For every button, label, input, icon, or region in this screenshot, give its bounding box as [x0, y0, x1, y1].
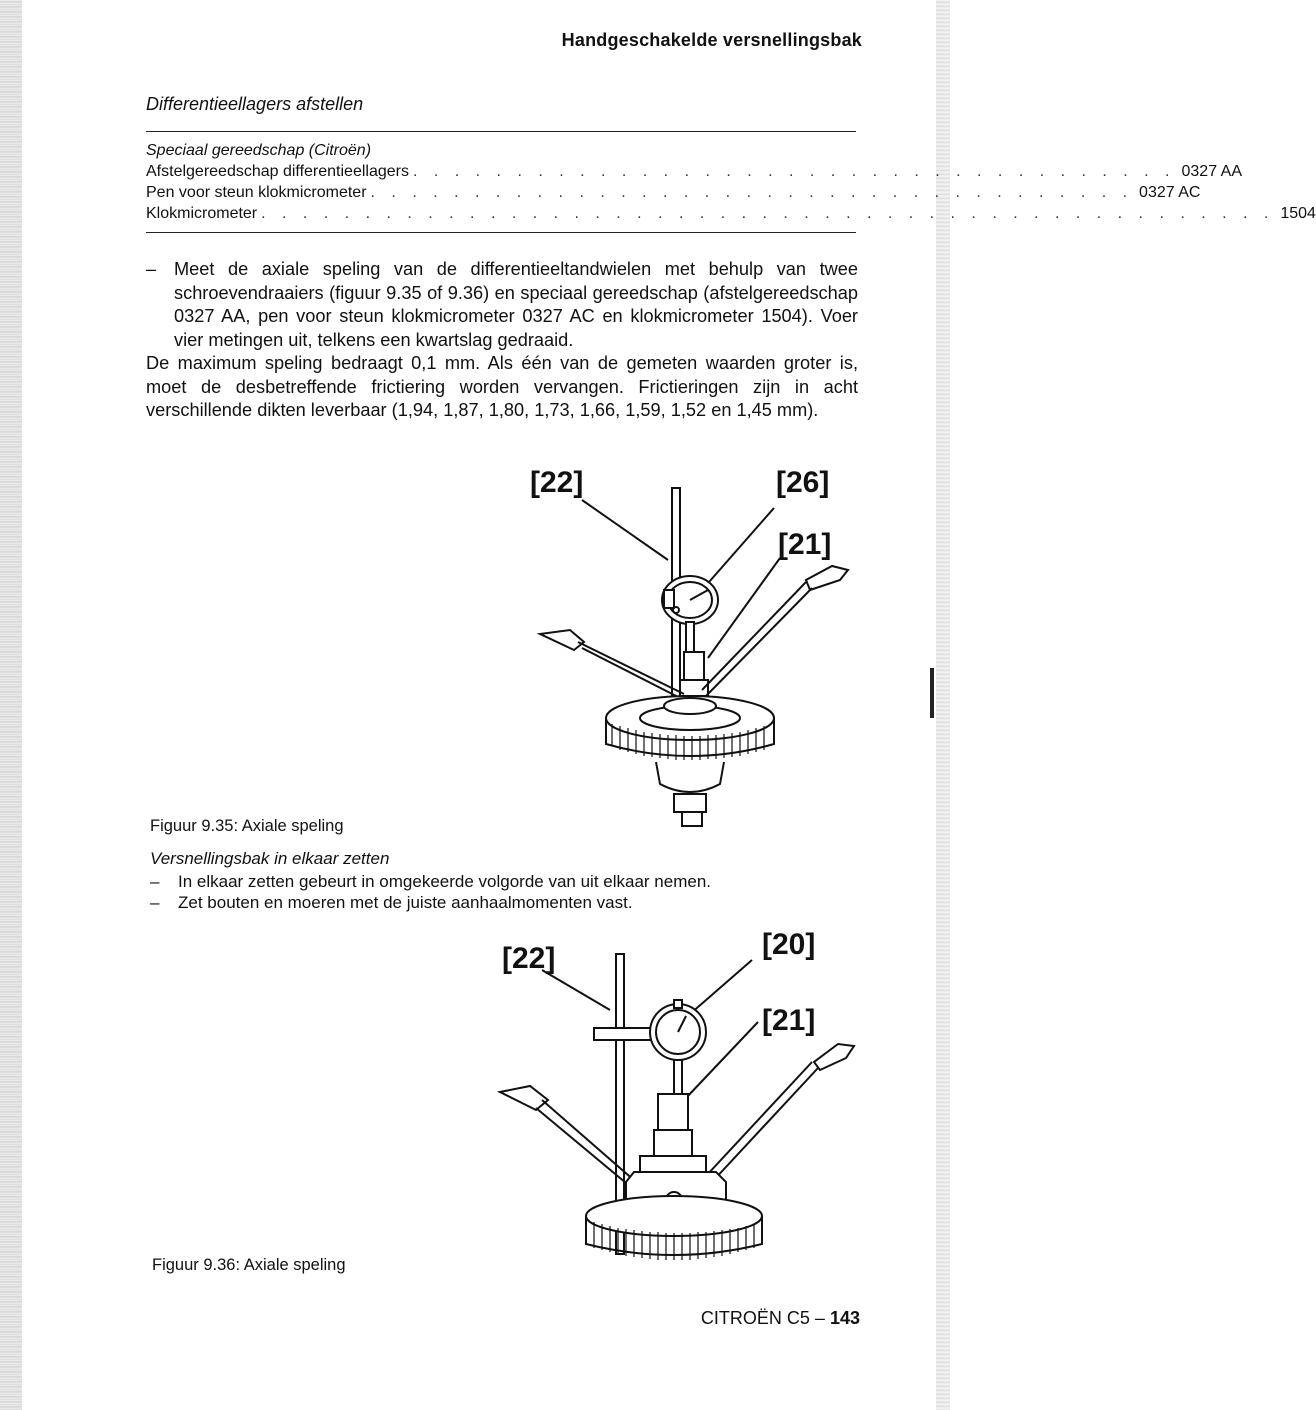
tool-name: Pen voor steun klokmicrometer: [146, 184, 367, 201]
tool-code: 0327 AA: [1181, 163, 1242, 180]
instruction-block: [146, 258, 858, 423]
figure-label: [22]: [502, 942, 556, 975]
assembly-step: [150, 871, 711, 892]
step-dash: –: [150, 872, 160, 891]
tool-code: 1504: [1280, 205, 1316, 222]
figure-label: [22]: [530, 466, 584, 499]
table-bottom-rule: [146, 232, 856, 233]
dial-gauge-icon: [650, 1000, 706, 1094]
figure-caption: Figuur 9.35: Axiale speling: [150, 817, 344, 835]
figure-label: [21]: [762, 1004, 816, 1037]
bullet-text: Meet de axiale speling van de differentieeltandwielen met behulp van twee schroevendraaiers (figuur 9.35 of 9.36) en speciaal gereedschap (afstelgereedschap 0327 AA, pen voor steun klokmicrometer 0327 AC en klokmicrometer 1504). Voer vier metingen uit, telkens een kwartslag gedraaid.: [174, 259, 858, 350]
tool-row: [146, 203, 1316, 224]
assembly-steps: [150, 871, 711, 913]
tools-table: [146, 140, 1316, 224]
page-number: 143: [829, 1308, 860, 1328]
running-header: Handgeschakelde versnellingsbak: [561, 30, 862, 50]
figure-label: [21]: [778, 528, 832, 561]
figure-label: [20]: [762, 928, 816, 961]
footer-model: CITROËN C5 –: [700, 1308, 830, 1328]
leader-line: [702, 508, 774, 590]
leader-dots: . . . . . . . . . . . . . . . . . . . . . . . . . . . . . . . . . . . . . . . . . . . . . . . . .: [261, 205, 1275, 222]
tool-code: 0327 AC: [1139, 184, 1201, 201]
figure-9-35: [500, 462, 870, 832]
adjusting-tool: [684, 652, 704, 682]
tool-name: Klokmicrometer: [146, 205, 258, 222]
tool-name: Afstelgereedschap differentieellagers: [146, 163, 409, 180]
step-text: In elkaar zetten gebeurt in omgekeerde volgorde van uit elkaar nemen.: [178, 872, 711, 891]
bullet-dash: –: [146, 259, 157, 279]
assembly-step: [150, 892, 711, 913]
tools-subheading: Speciaal gereedschap (Citroën): [146, 142, 372, 159]
leader-line: [690, 960, 752, 1014]
adjusting-tool: [658, 1094, 688, 1134]
tool-row: [146, 182, 1201, 203]
figure-label: [26]: [776, 466, 830, 499]
differential-gear-icon: [586, 1196, 762, 1260]
page-edge-mark: [930, 668, 934, 718]
dial-gauge-icon: [662, 576, 718, 652]
leader-dots: . . . . . . . . . . . . . . . . . . . . . . . . . . . . . . . . . . . . .: [370, 184, 1134, 201]
instruction-bullet: [146, 258, 858, 352]
page-footer: [701, 1308, 860, 1329]
step-dash: –: [150, 893, 160, 912]
figure-9-36: [490, 920, 870, 1280]
differential-gear-icon: [606, 696, 774, 826]
leader-dots: . . . . . . . . . . . . . . . . . . . . . . . . . . . . . . . . . . . . .: [412, 163, 1176, 180]
screwdriver-right-icon: [702, 566, 848, 696]
leader-line: [582, 500, 668, 560]
leader-line: [708, 558, 780, 658]
table-top-rule: [146, 131, 856, 132]
assembly-subheading: Versnellingsbak in elkaar zetten: [150, 849, 390, 868]
tool-row: [146, 161, 1242, 182]
screwdriver-right-icon: [706, 1044, 854, 1182]
step-text: Zet bouten en moeren met de juiste aanhaalmomenten vast.: [178, 893, 633, 912]
section-heading: Differentieellagers afstellen: [146, 94, 364, 114]
screwdriver-left-icon: [540, 630, 684, 700]
figure-caption: Figuur 9.36: Axiale speling: [152, 1256, 346, 1274]
page-edge-left: [0, 0, 22, 1410]
leader-line: [542, 970, 610, 1010]
body-paragraph: De maximum speling bedraagt 0,1 mm. Als één van de gemeten waarden groter is, moet de desbetreffende frictiering worden vervangen. Frictieringen zijn in acht verschillende dikten leverbaar (1,94, 1,87, 1,80, 1,73, 1,66, 1,59, 1,52 en 1,45 mm).: [146, 353, 858, 420]
